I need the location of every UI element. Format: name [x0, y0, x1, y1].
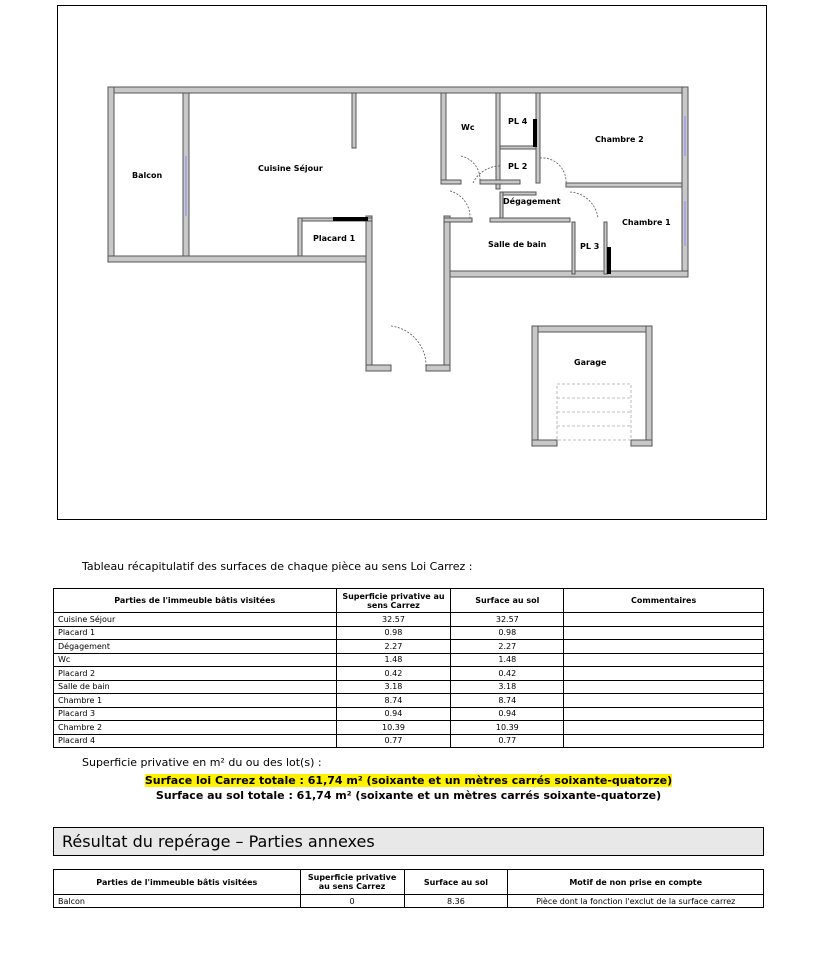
col-header-sol: Surface au sol: [404, 870, 508, 895]
cell-room: Placard 1: [54, 626, 337, 640]
table-row: [54, 707, 764, 721]
col-header-carrez: Superficie privative au sens Carrez: [336, 589, 451, 613]
cell-carrez: 0: [300, 895, 404, 908]
table-row: [54, 667, 764, 681]
room-label-balcon: Balcon: [132, 171, 163, 180]
cell-room: Placard 2: [54, 667, 337, 681]
room-label-placard1: Placard 1: [313, 234, 356, 243]
col-header-motif: Motif de non prise en compte: [508, 870, 764, 895]
cell-motif: Pièce dont la fonction l'exclut de la surface carrez: [508, 895, 764, 908]
room-label-pl3: PL 3: [580, 242, 600, 251]
cell-comment: [564, 707, 764, 721]
cell-comment: [564, 667, 764, 681]
cell-comment: [564, 721, 764, 735]
table-intro: Tableau récapitulatif des surfaces de chaque pièce au sens Loi Carrez :: [82, 560, 473, 573]
cell-sol: 0.98: [451, 626, 564, 640]
col-header-carrez: Superficie privative au sens Carrez: [300, 870, 404, 895]
cell-comment: [564, 680, 764, 694]
section-title: Résultat du repérage – Parties annexes: [53, 827, 764, 856]
room-label-garage: Garage: [574, 358, 607, 367]
col-header-sol: Surface au sol: [451, 589, 564, 613]
cell-room: Placard 4: [54, 734, 337, 748]
cell-carrez: 8.74: [336, 694, 451, 708]
cell-carrez: 0.94: [336, 707, 451, 721]
cell-sol: 8.36: [404, 895, 508, 908]
cell-carrez: 10.39: [336, 721, 451, 735]
cell-sol: 0.77: [451, 734, 564, 748]
total-carrez: [0, 774, 817, 787]
table-row: [54, 640, 764, 654]
cell-comment: [564, 613, 764, 627]
room-label-pl2: PL 2: [508, 162, 528, 171]
cell-carrez: 0.98: [336, 626, 451, 640]
cell-room: Balcon: [54, 895, 301, 908]
cell-comment: [564, 626, 764, 640]
cell-sol: 3.18: [451, 680, 564, 694]
col-header-commentaires: Commentaires: [564, 589, 764, 613]
cell-comment: [564, 653, 764, 667]
cell-carrez: 2.27: [336, 640, 451, 654]
cell-room: Cuisine Séjour: [54, 613, 337, 627]
room-label-degagement: Dégagement: [503, 197, 561, 206]
cell-room: Dégagement: [54, 640, 337, 654]
table-row: [54, 694, 764, 708]
cell-sol: 10.39: [451, 721, 564, 735]
cell-sol: 2.27: [451, 640, 564, 654]
table-row: [54, 653, 764, 667]
cell-comment: [564, 694, 764, 708]
cell-room: Placard 3: [54, 707, 337, 721]
table-row: [54, 721, 764, 735]
table-row: [54, 626, 764, 640]
floor-plan: [57, 5, 767, 520]
cell-room: Chambre 1: [54, 694, 337, 708]
table-row: [54, 895, 764, 908]
table-row: [54, 734, 764, 748]
room-label-chambre1: Chambre 1: [622, 218, 671, 227]
col-header-parties: Parties de l'immeuble bâtis visitées: [54, 589, 337, 613]
col-header-parties: Parties de l'immeuble bâtis visitées: [54, 870, 301, 895]
cell-room: Salle de bain: [54, 680, 337, 694]
cell-carrez: 32.57: [336, 613, 451, 627]
room-label-wc: Wc: [461, 123, 475, 132]
cell-comment: [564, 734, 764, 748]
total-carrez-text: Surface loi Carrez totale : 61,74 m² (soixante et un mètres carrés soixante-quatorze): [144, 774, 673, 787]
room-label-pl4: PL 4: [508, 117, 528, 126]
cell-room: Chambre 2: [54, 721, 337, 735]
room-label-cuisine: Cuisine Séjour: [258, 164, 323, 173]
cell-carrez: 0.77: [336, 734, 451, 748]
surface-table: [53, 588, 764, 748]
floor-plan-drawing: [58, 6, 768, 521]
table-row: [54, 680, 764, 694]
total-sol: Surface au sol totale : 61,74 m² (soixante et un mètres carrés soixante-quatorze): [155, 789, 662, 802]
cell-sol: 32.57: [451, 613, 564, 627]
cell-comment: [564, 640, 764, 654]
cell-carrez: 3.18: [336, 680, 451, 694]
cell-sol: 1.48: [451, 653, 564, 667]
cell-sol: 0.42: [451, 667, 564, 681]
cell-room: Wc: [54, 653, 337, 667]
lot-subtitle: Superficie privative en m² du ou des lot(s) :: [82, 756, 322, 769]
room-label-sdb: Salle de bain: [488, 240, 547, 249]
cell-carrez: 0.42: [336, 667, 451, 681]
cell-carrez: 1.48: [336, 653, 451, 667]
annexes-table: [53, 869, 764, 908]
cell-sol: 8.74: [451, 694, 564, 708]
room-label-chambre2: Chambre 2: [595, 135, 644, 144]
table-row: [54, 613, 764, 627]
cell-sol: 0.94: [451, 707, 564, 721]
